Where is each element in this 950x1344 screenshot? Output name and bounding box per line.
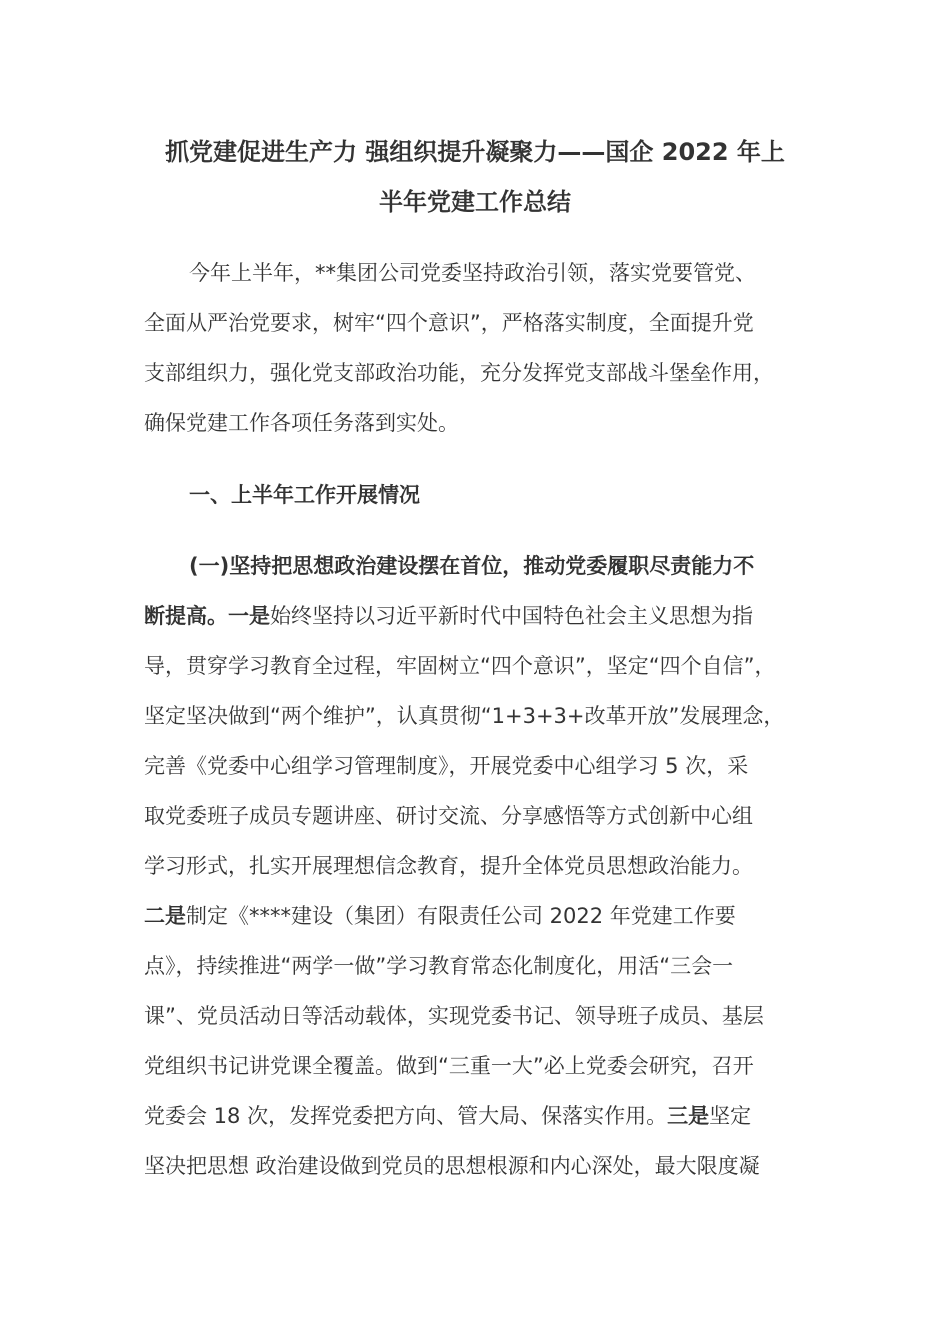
point-two-text-end: 党委会 18 次，发挥党委把方向、管大局、保落实作用。 (144, 1104, 668, 1128)
intro-line-4: 确保党建工作各项任务落到实处。 (144, 411, 459, 435)
subsection-1-heading-line-1: (一)坚持把思想政治建设摆在首位，推动党委履职尽责能力不 (189, 554, 755, 578)
paragraph-line: 坚决把思想 政治建设做到党员的思想根源和内心深处，最大限度凝 (144, 1154, 760, 1178)
point-three-label: 三是 (667, 1104, 710, 1128)
paragraph-line (144, 901, 736, 931)
paragraph-line: 坚定坚决做到“两个维护”，认真贯彻“1+3+3+改革开放”发展理念， (144, 704, 785, 728)
point-one-text: 始终坚持以习近平新时代中国特色社会主义思想为指 (270, 604, 753, 628)
point-two-label: 二是 (144, 904, 186, 928)
paragraph-line: 党组织书记讲党课全覆盖。做到“三重一大”必上党委会研究，召开 (144, 1054, 754, 1078)
intro-line-1: 今年上半年，**集团公司党委坚持政治引领，落实党要管党、 (189, 261, 756, 285)
point-one-label: 一是 (228, 604, 270, 628)
section-1-heading: 一、上半年工作开展情况 (189, 483, 420, 507)
paragraph-line: 完善《党委中心组学习管理制度》，开展党委中心组学习 5 次，采 (144, 754, 749, 778)
intro-line-2: 全面从严治党要求，树牢“四个意识”，严格落实制度，全面提升党 (144, 311, 754, 335)
paragraph-line (144, 601, 753, 631)
paragraph-line: 课”、党员活动日等活动载体，实现党委书记、领导班子成员、基层 (144, 1004, 764, 1028)
paragraph-line: 取党委班子成员专题讲座、研讨交流、分享感悟等方式创新中心组 (144, 804, 753, 828)
paragraph-line: 点》，持续推进“两学一做”学习教育常态化制度化，用活“三会一 (144, 954, 734, 978)
paragraph-line: 学习形式，扎实开展理想信念教育，提升全体党员思想政治能力。 (144, 854, 753, 878)
point-three-text: 坚定 (709, 1104, 752, 1128)
subsection-1-heading-line-2: 断提高。 (144, 604, 228, 628)
intro-line-3: 支部组织力，强化党支部政治功能，充分发挥党支部战斗堡垒作用， (144, 361, 774, 385)
document-title-line-2: 半年党建工作总结 (379, 188, 571, 216)
paragraph-line (144, 1101, 751, 1131)
document-title-line-1: 抓党建促进生产力 强组织提升凝聚力——国企 2022 年上 (165, 138, 785, 166)
point-two-text: 制定《****建设（集团）有限责任公司 2022 年党建工作要 (186, 904, 736, 928)
paragraph-line: 导，贯穿学习教育全过程，牢固树立“四个意识”，坚定“四个自信”， (144, 654, 776, 678)
